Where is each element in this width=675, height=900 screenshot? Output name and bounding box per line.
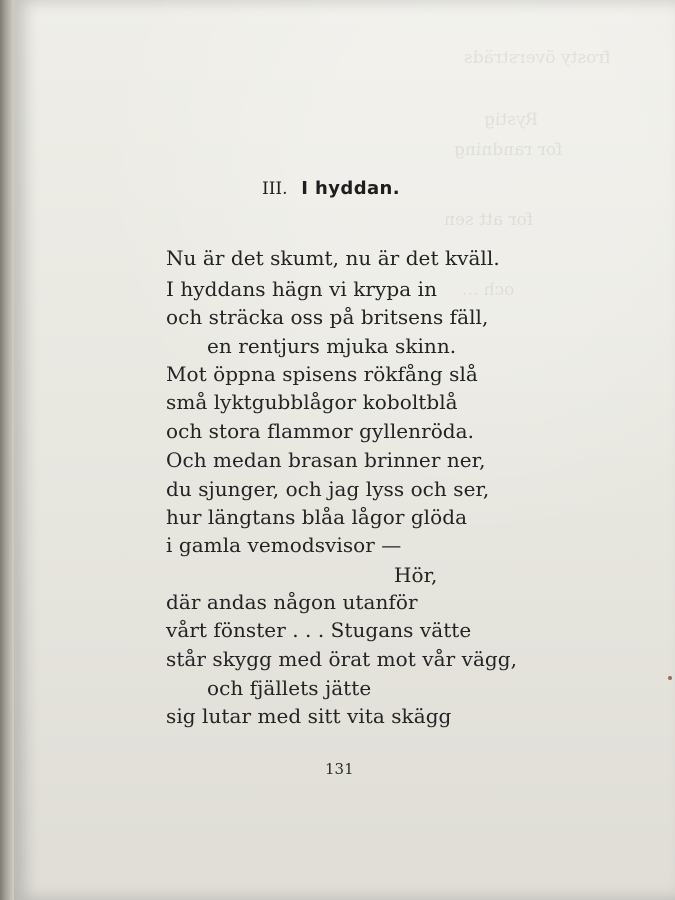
poem-line: hur längtans blåa lågor glöda xyxy=(166,505,468,529)
poem-line: Nu är det skumt, nu är det kväll. xyxy=(166,246,500,270)
poem-line: och stora flammor gyllenröda. xyxy=(166,419,475,443)
poem-line: sig lutar med sitt vita skägg xyxy=(166,704,452,728)
poem-line: Hör, xyxy=(394,563,438,587)
poem-line: och sträcka oss på britsens fäll, xyxy=(166,305,489,329)
poem-line: I hyddans hägn vi krypa in xyxy=(166,277,438,301)
show-through-text: for randning xyxy=(454,140,563,160)
poem-line: du sjunger, och jag lyss och ser, xyxy=(166,477,490,501)
paper-speck xyxy=(668,676,672,680)
poem-line: vårt fönster . . . Stugans vätte xyxy=(166,618,472,642)
poem-line: Mot öppna spisens rökfång slå xyxy=(166,362,478,386)
page-number: 131 xyxy=(325,760,354,778)
show-through-text: Rystig xyxy=(484,110,538,130)
poem-line: i gamla vemodsvisor — xyxy=(166,533,402,557)
poem-line: små lyktgubblågor koboltblå xyxy=(166,390,458,414)
section-title: I hyddan. xyxy=(301,178,400,199)
poem-line: en rentjurs mjuka skinn. xyxy=(207,334,457,358)
poem-line: Och medan brasan brinner ner, xyxy=(166,448,486,472)
book-page xyxy=(14,0,675,900)
section-number: III. xyxy=(262,179,288,199)
show-through-text: for att sen xyxy=(444,210,533,230)
poem-line: där andas någon utanför xyxy=(166,590,418,614)
show-through-text: frosty översträds xyxy=(464,48,611,68)
poem-line: står skygg med örat mot vår vägg, xyxy=(166,647,518,671)
poem-line: och fjällets jätte xyxy=(207,676,372,700)
show-through-text: och ... xyxy=(462,280,515,300)
